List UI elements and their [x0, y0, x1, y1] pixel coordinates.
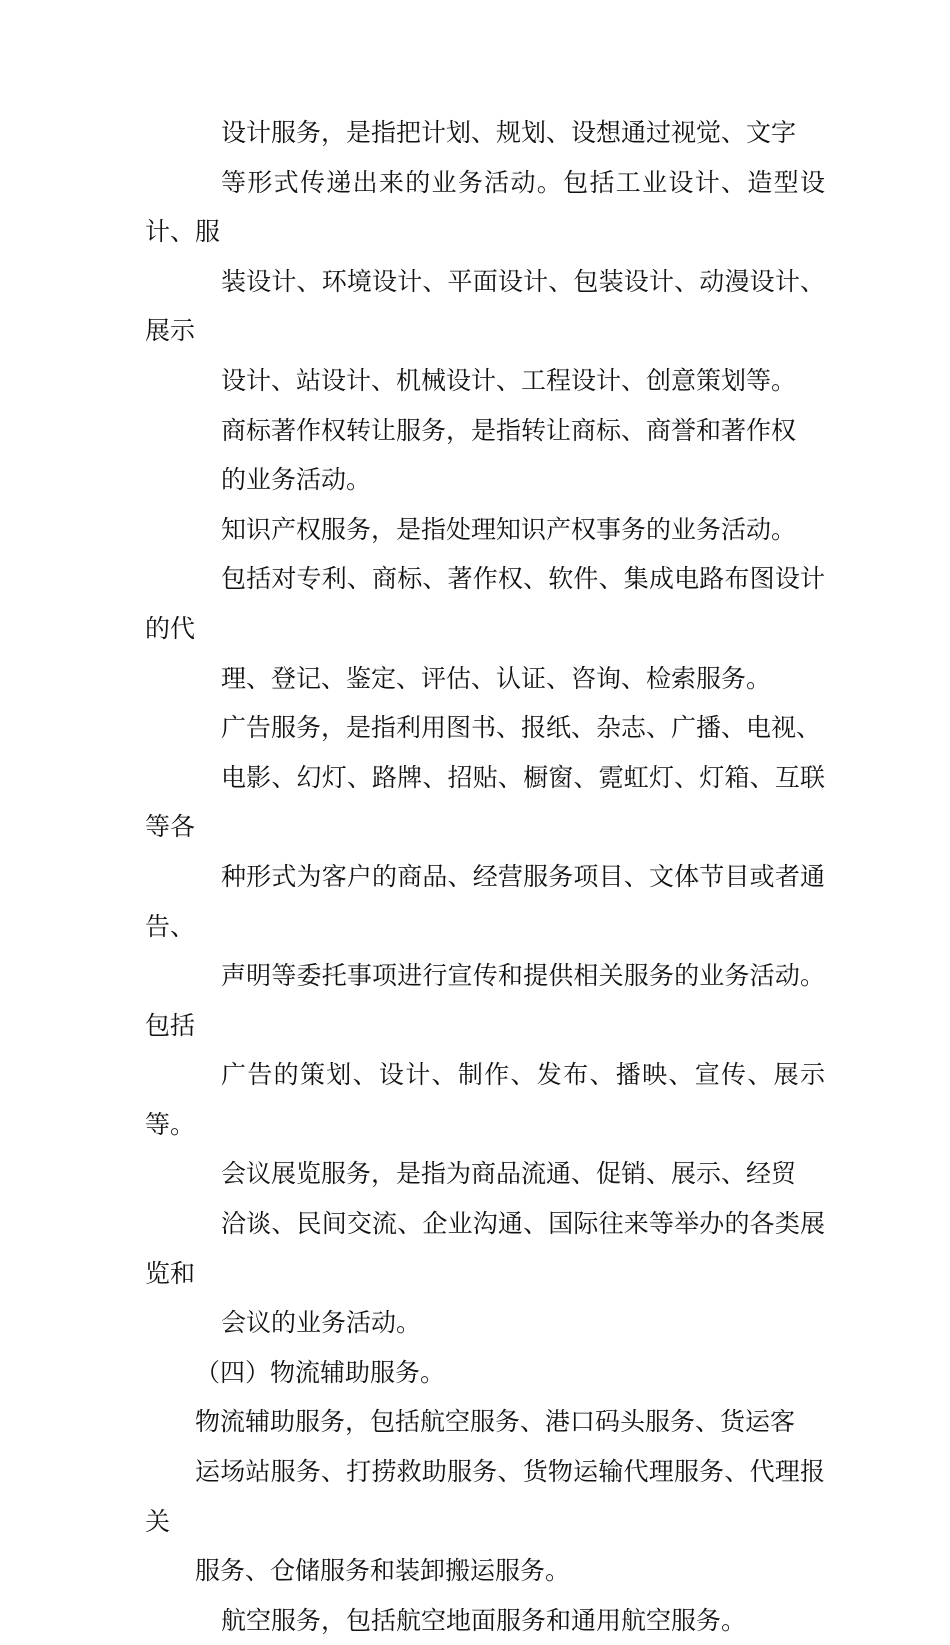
text-line: 会议展览服务，是指为商品流通、促销、展示、经贸 — [221, 1159, 797, 1189]
text-line: 包括对专利、商标、著作权、软件、集成电路布图设计的代 — [145, 564, 825, 643]
text-line: 洽谈、民间交流、企业沟通、国际往来等举办的各类展览和 — [145, 1209, 825, 1288]
paragraph-design-service — [145, 108, 825, 406]
paragraph-intellectual-property-service — [145, 505, 825, 703]
text-line: 物流辅助服务，包括航空服务、港口码头服务、货运客 — [195, 1407, 796, 1437]
paragraph-logistics-auxiliary-service — [145, 1397, 825, 1595]
text-line: 运场站服务、打捞救助服务、货物运输代理服务、代理报关 — [145, 1457, 825, 1536]
text-line: 装设计、环境设计、平面设计、包装设计、动漫设计、展示 — [145, 266, 825, 346]
document-body — [145, 108, 825, 1645]
text-line: 广告服务，是指利用图书、报纸、杂志、广播、电视、 — [221, 713, 822, 743]
text-line: 商标著作权转让服务，是指转让商标、商誉和著作权 — [221, 415, 797, 445]
text-line: 的业务活动。 — [221, 465, 372, 495]
section-heading-logistics — [145, 1348, 825, 1398]
text-line: 声明等委托事项进行宣传和提供相关服务的业务活动。包括 — [145, 961, 825, 1040]
text-line: （四）物流辅助服务。 — [195, 1357, 446, 1387]
paragraph-advertising-service — [145, 703, 825, 1149]
paragraph-trademark-copyright-transfer — [145, 406, 825, 505]
text-line: 航空服务，包括航空地面服务和通用航空服务。 — [221, 1605, 747, 1635]
text-line: 等形式传递出来的业务活动。包括工业设计、造型设计、服 — [145, 167, 825, 247]
text-line: 设计服务，是指把计划、规划、设想通过视觉、文字 — [221, 118, 797, 147]
text-line: 种形式为客户的商品、经营服务项目、文体节目或者通告、 — [145, 861, 825, 941]
paragraph-convention-exhibition-service — [145, 1149, 825, 1347]
text-line: 广告的策划、设计、制作、发布、播映、宣传、展示等。 — [145, 1060, 825, 1139]
text-line: 设计、站设计、机械设计、工程设计、创意策划等。 — [221, 365, 797, 395]
text-line: 知识产权服务，是指处理知识产权事务的业务活动。 — [221, 514, 797, 544]
text-line: 电影、幻灯、路牌、招贴、橱窗、霓虹灯、灯箱、互联等各 — [145, 762, 825, 842]
text-line: 服务、仓储服务和装卸搬运服务。 — [195, 1556, 571, 1586]
paragraph-aviation-service — [145, 1596, 825, 1645]
text-line: 理、登记、鉴定、评估、认证、咨询、检索服务。 — [221, 663, 772, 693]
text-line: 会议的业务活动。 — [221, 1308, 422, 1338]
